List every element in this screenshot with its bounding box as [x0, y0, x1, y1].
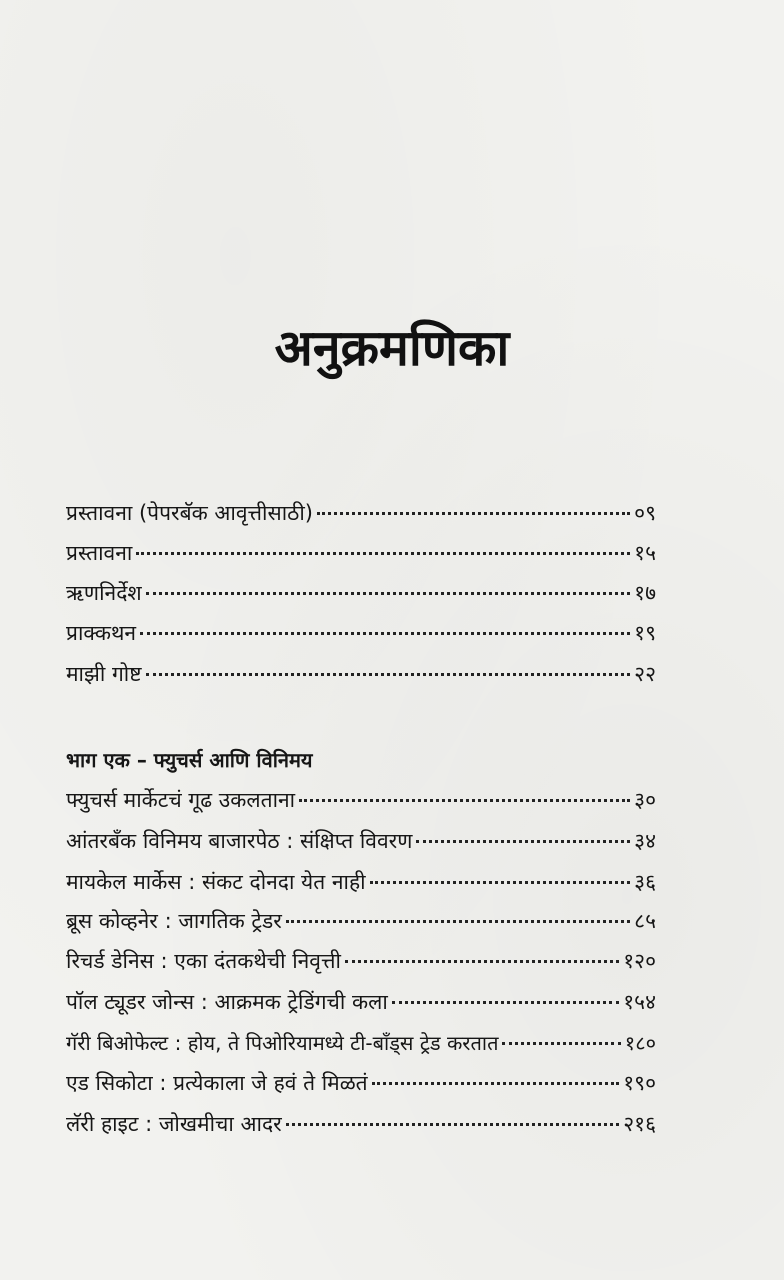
toc-entry-ed-seykota[interactable]	[66, 1068, 656, 1098]
toc-entry-label: आंतरबँक विनिमय बाजारपेठ : संक्षिप्त विवरण	[66, 829, 413, 853]
toc-entry-my-story[interactable]	[66, 659, 656, 689]
dot-leader	[345, 960, 619, 963]
toc-entry-label: एड सिकोटा : प्रत्येकाला जे हवं ते मिळतं	[66, 1071, 368, 1095]
toc-entry-label: रिचर्ड डेनिस : एका दंतकथेची निवृत्ती	[66, 949, 341, 973]
dot-leader	[286, 1123, 620, 1126]
toc-entry-gary-bielfeldt[interactable]	[66, 1028, 656, 1058]
toc-entry-label: लॅरी हाइट : जोखमीचा आदर	[66, 1112, 282, 1136]
toc-entry-label: प्रस्तावना (पेपरबॅक आवृत्तीसाठी)	[66, 501, 313, 525]
dot-leader	[136, 552, 630, 555]
dot-leader	[146, 592, 631, 595]
toc-entry-paul-tudor-jones[interactable]	[66, 987, 656, 1017]
dot-leader	[416, 840, 630, 843]
page-title: अनुक्रमणिका	[274, 319, 510, 377]
toc-entry-label: प्रस्तावना	[66, 541, 133, 565]
toc-page-number: १८०	[624, 1031, 656, 1055]
toc-entry-label: ऋणनिर्देश	[66, 581, 142, 605]
dot-leader	[372, 1082, 620, 1085]
toc-page-number: १९०	[623, 1071, 656, 1095]
part-one-heading: भाग एक – फ्युचर्स आणि विनिमय	[66, 748, 313, 772]
toc-entry-preface[interactable]	[66, 538, 656, 568]
dot-leader	[299, 799, 630, 802]
toc-entry-label: पॉल ट्यूडर जोन्स : आक्रमक ट्रेडिंगची कला	[66, 990, 388, 1014]
toc-entry-label: गॅरी बिओफेल्ट : होय, ते पिओरियामध्ये टी-बॉंड्स ट्रेड करतात	[66, 1031, 499, 1055]
toc-page-number: १७	[634, 581, 656, 605]
toc-entry-larry-hite[interactable]	[66, 1109, 656, 1139]
dot-leader	[146, 673, 631, 676]
toc-page-number: ३०	[634, 788, 656, 812]
toc-page-number: २१६	[623, 1112, 656, 1136]
toc-entry-preface-paperback[interactable]	[66, 498, 656, 528]
dot-leader	[370, 881, 631, 884]
toc-entry-michael-marcus[interactable]	[66, 867, 656, 897]
toc-page-number: ०९	[634, 501, 656, 525]
toc-page-number: ३४	[634, 829, 656, 853]
toc-entry-richard-dennis[interactable]	[66, 946, 656, 976]
dot-leader	[317, 512, 630, 515]
toc-entry-prologue[interactable]	[66, 618, 656, 648]
toc-page-number: १२०	[623, 949, 656, 973]
toc-page-number: १९	[634, 621, 656, 645]
toc-entry-interbank-market[interactable]	[66, 826, 656, 856]
toc-page-number: ३६	[634, 870, 656, 894]
dot-leader	[140, 632, 630, 635]
toc-page-number: १५	[634, 541, 656, 565]
dot-leader	[392, 1001, 619, 1004]
toc-entry-label: प्राक्कथन	[66, 621, 137, 645]
toc-entry-acknowledgements[interactable]	[66, 578, 656, 608]
toc-entry-futures-market[interactable]	[66, 785, 656, 815]
toc-entry-label: ब्रूस कोव्हनेर : जागतिक ट्रेडर	[66, 909, 282, 933]
toc-entry-label: मायकेल मार्केस : संकट दोनदा येत नाही	[66, 870, 366, 894]
toc-page-number: २२	[634, 662, 656, 686]
toc-entry-label: फ्युचर्स मार्केटचं गूढ उकलताना	[66, 788, 296, 812]
toc-entry-bruce-kovner[interactable]	[66, 906, 656, 936]
dot-leader	[286, 920, 630, 923]
toc-entry-label: माझी गोष्ट	[66, 662, 142, 686]
dot-leader	[502, 1042, 620, 1045]
toc-page-number: ८५	[634, 909, 656, 933]
toc-page-number: १५४	[623, 990, 656, 1014]
